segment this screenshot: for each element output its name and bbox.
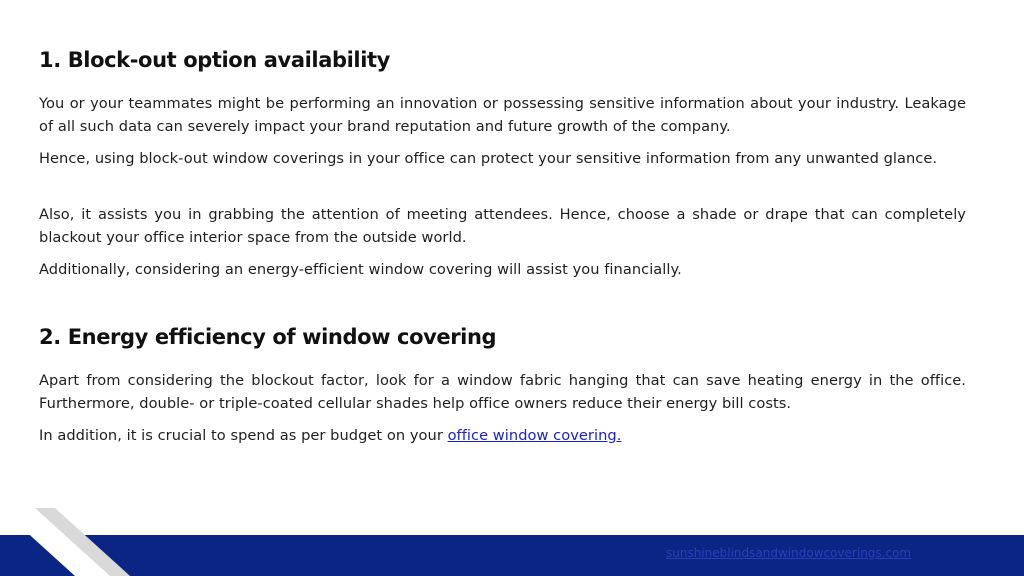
paragraph [39, 424, 966, 447]
footer-website-link[interactable]: sunshineblindsandwindowcoverings.com [666, 546, 912, 560]
section-heading-energy: 2. Energy efficiency of window covering [39, 325, 497, 349]
paragraph: Hence, using block-out window coverings in your office can protect your sensitive information from any unwanted glance. [39, 150, 938, 167]
paragraph: Also, it assists you in grabbing the attention of meeting attendees. Hence, choose a shade or drape that can completely blackout your office interior space from the outside world. [39, 206, 966, 246]
section-heading-blockout: 1. Block-out option availability [39, 48, 390, 72]
paragraph-text: In addition, it is crucial to spend as per budget on your [39, 427, 448, 444]
office-window-covering-link[interactable]: office window covering. [447, 427, 622, 444]
paragraph: Additionally, considering an energy-efficient window covering will assist you financially. [39, 261, 682, 278]
decorative-stripes [0, 506, 140, 576]
paragraph: You or your teammates might be performing an innovation or possessing sensitive information about your industry. Leakage of all such data can severely impact your brand reputation and future growth of the company. [39, 95, 966, 135]
paragraph: Apart from considering the blockout factor, look for a window fabric hanging that can save heating energy in the office. Furthermore, double- or triple-coated cellular shades help office owners reduce their energy bill costs. [39, 372, 966, 412]
